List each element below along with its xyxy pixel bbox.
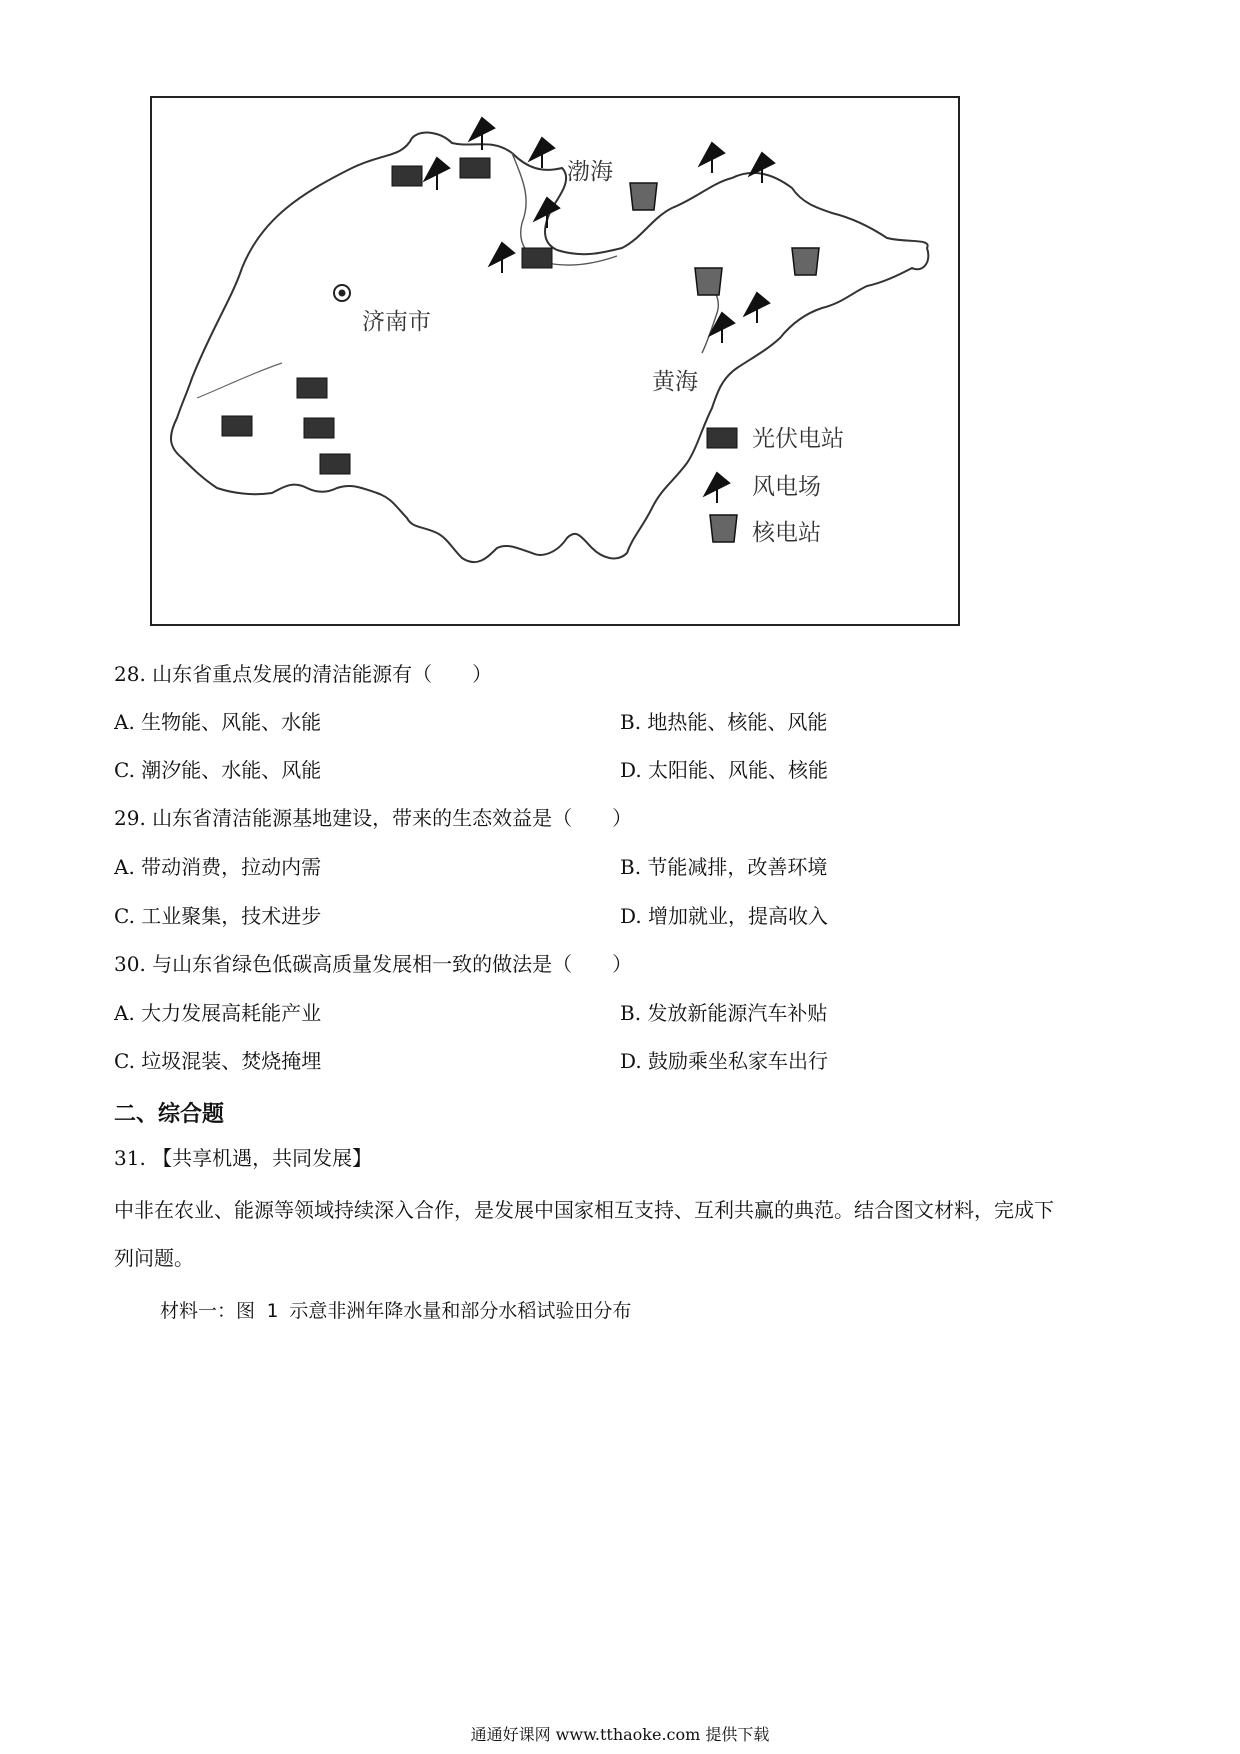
q30-option-b[interactable]: B. 发放新能源汽车补贴 [620,1001,828,1025]
section-title: 二、综合题 [114,1102,225,1127]
q28-option-c[interactable]: C. 潮汐能、水能、风能 [114,758,322,782]
legend-nuclear [752,514,821,547]
shandong-energy-map [150,96,960,626]
q30-option-c[interactable]: C. 垃圾混装、焚烧掩埋 [114,1049,322,1073]
q28-option-d[interactable]: D. 太阳能、风能、核能 [620,758,829,782]
question-29-stem: 29. 山东省清洁能源基地建设，带来的生态效益是（ ） [114,806,633,830]
jinan-label: 济南市 [362,309,431,335]
page-footer: 通通好课网 www.tthaoke.com 提供下载 [470,1725,770,1744]
q30-option-a[interactable]: A. 大力发展高耗能产业 [114,1001,322,1025]
q28-option-a[interactable]: A. 生物能、风能、水能 [114,710,322,734]
q29-option-d[interactable]: D. 增加就业，提高收入 [620,904,829,928]
legend-nuclear-label: 核电站 [752,520,821,546]
q29-option-c[interactable]: C. 工业聚集，技术进步 [114,904,322,928]
legend-solar-label: 光伏电站 [752,426,844,452]
huanghai-label: 黄海 [652,369,698,395]
map-graphic [152,98,958,624]
question-28-stem: 28. 山东省重点发展的清洁能源有（ ） [114,662,493,686]
q28-option-b[interactable]: B. 地热能、核能、风能 [620,710,828,734]
question-31-intro-line2: 列问题。 [114,1246,194,1270]
question-31-intro-line1: 中非在农业、能源等领域持续深入合作，是发展中国家相互支持、互利共赢的典范。结合图文材料，完成下 [114,1198,1054,1222]
q29-option-b[interactable]: B. 节能减排，改善环境 [620,855,828,879]
legend-wind [752,468,821,501]
bohai-label: 渤海 [567,159,613,185]
question-31-title: 31. 【共享机遇，共同发展】 [114,1146,373,1170]
q29-option-a[interactable]: A. 带动消费，拉动内需 [114,855,322,879]
q30-option-d[interactable]: D. 鼓励乘坐私家车出行 [620,1049,829,1073]
legend-solar [752,420,844,453]
solar-panel-icon [222,158,737,474]
question-30-stem: 30. 与山东省绿色低碳高质量发展相一致的做法是（ ） [114,952,633,976]
material-one-caption: 材料一：图 1 示意非洲年降水量和部分水稻试验田分布 [160,1300,632,1322]
legend-wind-label: 风电场 [752,474,821,500]
